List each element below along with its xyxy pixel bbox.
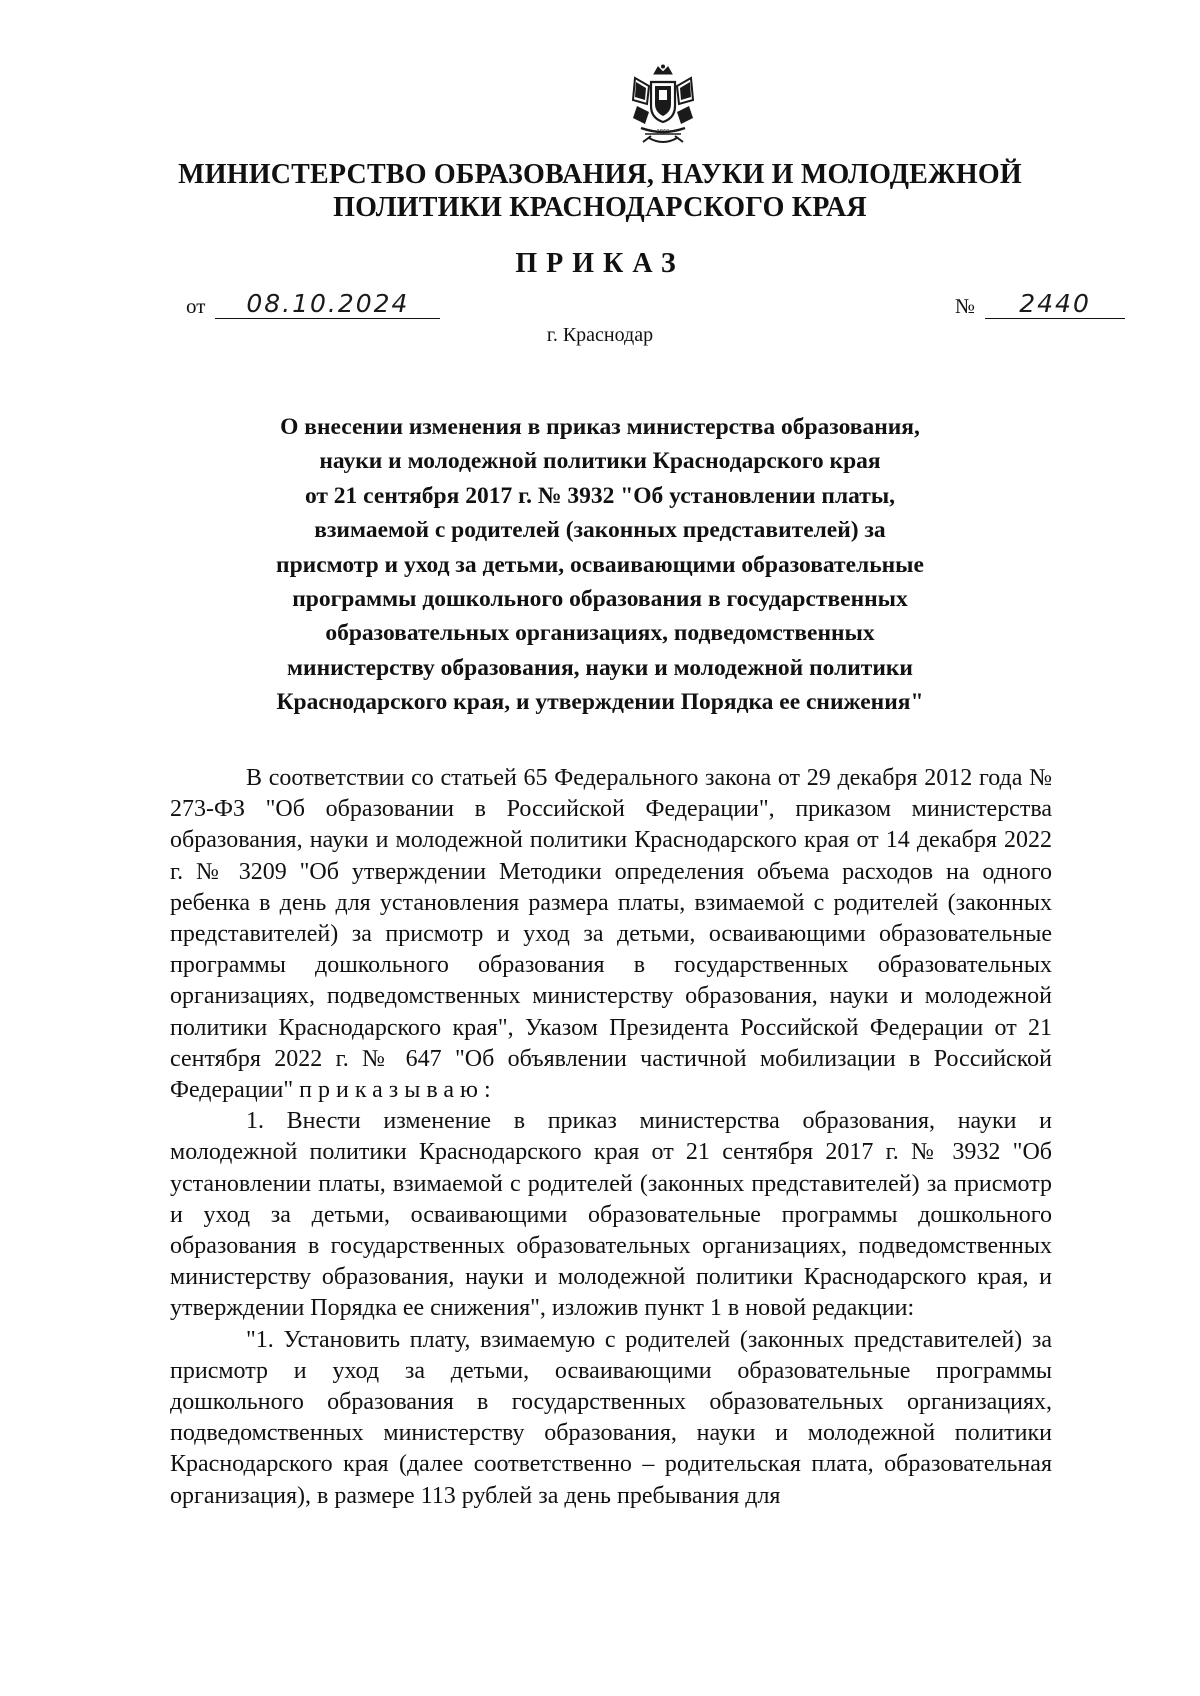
subject-line: Краснодарского края, и утверждении Порядка ее снижения" <box>276 689 924 716</box>
subject-line: взимаемой с родителей (законных представителей) за <box>314 517 886 544</box>
order-verb: приказываю: <box>299 1077 497 1104</box>
body-paragraph-item-1: 1. Внести изменение в приказ министерства образования, науки и молодежной политики Краснодарского края от 21 сентября 2017 г. № 3932 "Об установлении платы, взимаемой с родителей (законных представителей) за присмотр и уход за детьми, осваивающими образовательные программы дошкольного образования в государственных образовательных организациях, подведомственных министерству образования, науки и молодежной политики Краснодарского края, и утверждении Порядка ее снижения", изложив пункт 1 в новой редакции: <box>170 1108 1052 1322</box>
order-number-field: 2440 <box>985 290 1125 319</box>
order-date-field: 08.10.2024 <box>215 290 440 319</box>
subject-line: О внесении изменения в приказ министерства образования, <box>280 414 920 440</box>
ministry-name <box>150 158 1050 224</box>
number-prefix: № <box>955 294 976 318</box>
subject-line: образовательных организациях, подведомственных <box>325 620 875 647</box>
document-body <box>170 763 1052 1512</box>
svg-text:1860: 1860 <box>656 129 670 135</box>
subject-line: программы дошкольного образования в государственных <box>292 586 908 613</box>
ministry-name-line1: МИНИСТЕРСТВО ОБРАЗОВАНИЯ, НАУКИ И МОЛОДЕЖНОЙ <box>178 159 1022 190</box>
date-prefix: от <box>186 294 206 318</box>
subject-line: от 21 сентября 2017 г. № 3932 "Об установлении платы, <box>304 482 896 509</box>
document-title: ПРИКАЗ <box>515 248 685 279</box>
order-number-row <box>955 290 1125 319</box>
subject-line: присмотр и уход за детьми, осваивающими образовательные <box>276 551 924 578</box>
subject-line: науки и молодежной политики Краснодарского края <box>319 448 881 475</box>
body-paragraph-preamble <box>170 763 1052 1106</box>
krasnodar-coat-of-arms-icon <box>627 64 699 150</box>
city-label: г. Краснодар <box>546 324 654 346</box>
order-subject <box>180 410 1020 720</box>
order-date-row <box>186 290 440 319</box>
preamble-text: В соответствии со статьей 65 Федерального закона от 29 декабря 2012 года № 273-ФЗ "Об образовании в Российской Федерации", приказом министерства образования, науки и молодежной политики Краснодарского края от 14 декабря 2022 г. № 3209 "Об утверждении Методики определения объема расходов на одного ребенка в день для установления размера платы, взимаемой с родителей (законных представителей) за присмотр и уход за детьми, осваивающими образовательные программы дошкольного образования в государственных образовательных организациях, подведомственных министерству образования, науки и молодежной политики Краснодарского края", Указом Президента Российской Федерации от 21 сентября 2022 г. № 647 "Об объявлении частичной мобилизации в Российской Федерации" <box>170 765 1052 1104</box>
subject-line: министерству образования, науки и молодежной политики <box>287 654 913 681</box>
ministry-name-line2: ПОЛИТИКИ КРАСНОДАРСКОГО КРАЯ <box>333 192 867 223</box>
body-paragraph-new-wording: "1. Установить плату, взимаемую с родителей (законных представителей) за присмотр и уход за детьми, осваивающими образовательные программы дошкольного образования в государственных образовательных организациях, подведомственных министерству образования, науки и молодежной политики Краснодарского края (далее соответственно – родительская плата, образовательная организация), в размере 113 рублей за день пребывания для <box>170 1326 1052 1509</box>
